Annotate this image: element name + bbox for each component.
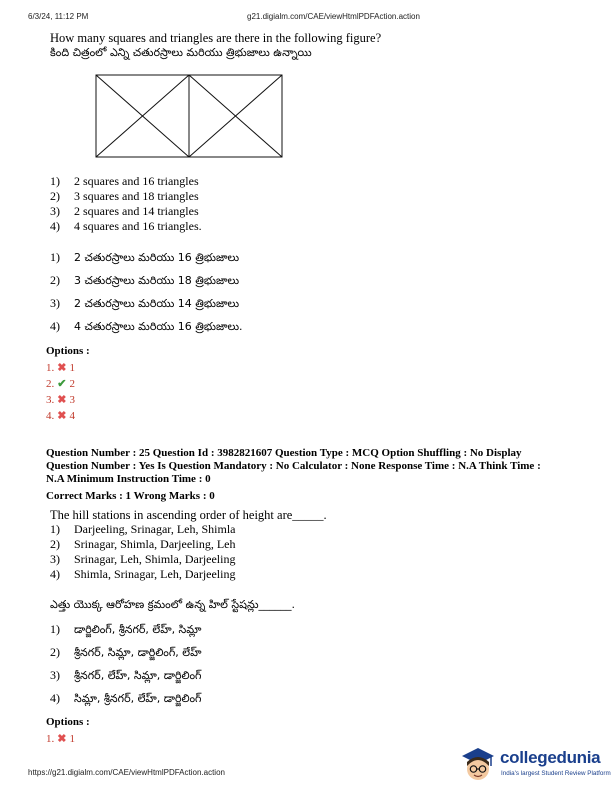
print-datetime: 6/3/24, 11:12 PM <box>28 12 89 21</box>
q24-question-te: కింది చిత్రంలో ఎన్ని చతురస్రాలు మరియు త్రిభుజాలు ఉన్నాయి <box>50 46 312 59</box>
choice-row: 1. ✖ 1 <box>46 733 75 745</box>
option-row: 3) శ్రీనగర్, లేహ్, సిమ్లా, డార్జిలింగ్ <box>50 668 202 682</box>
option-row: 1) 2 squares and 16 triangles <box>50 174 199 188</box>
option-row: 4) 4 చతురస్రాలు మరియు 16 త్రిభుజాలు. <box>50 319 243 333</box>
q24-choices <box>46 360 75 424</box>
q24-options-label: Options : <box>46 345 90 357</box>
q25-choices <box>46 731 75 747</box>
q25-meta-line: Question Number : Yes Is Question Mandatory : No Calculator : None Response Time : N.A Think Time : <box>46 460 541 472</box>
option-row: 2) 3 squares and 18 triangles <box>50 189 199 203</box>
check-icon: ✔ <box>57 378 67 390</box>
q24-options-te <box>50 246 243 338</box>
q25-question-en: The hill stations in ascending order of height are_____. <box>50 508 327 522</box>
q25-options-label: Options : <box>46 716 90 728</box>
choice-row: 3. ✖ 3 <box>46 394 75 406</box>
choice-row: 4. ✖ 4 <box>46 410 75 422</box>
q25-options-en <box>50 522 235 582</box>
q25-meta-line: N.A Minimum Instruction Time : 0 <box>46 473 211 485</box>
q24-question-en: How many squares and triangles are there in the following figure? <box>50 31 382 45</box>
q24-figure <box>95 74 285 160</box>
logo-name: collegedunia <box>500 748 601 767</box>
footer-url: https://g21.digialm.com/CAE/viewHtmlPDFAction.action <box>28 768 225 777</box>
option-row: 2) శ్రీనగర్, సిమ్లా, డార్జిలింగ్, లేహ్ <box>50 645 202 659</box>
print-url: g21.digialm.com/CAE/viewHtmlPDFAction.action <box>247 12 420 21</box>
cross-icon: ✖ <box>57 410 67 422</box>
q25-question-te: ఎత్తు యొక్క ఆరోహణ క్రమంలో ఉన్న హిల్ స్టేషన్లు______. <box>50 598 296 611</box>
option-row: 1) Darjeeling, Srinagar, Leh, Shimla <box>50 522 236 536</box>
cross-icon: ✖ <box>57 394 67 406</box>
option-row: 4) సిమ్లా, శ్రీనగర్, లేహ్, డార్జిలింగ్ <box>50 691 202 705</box>
option-row: 2) 3 చతురస్రాలు మరియు 18 త్రిభుజాలు <box>50 273 240 287</box>
q25-marks: Correct Marks : 1 Wrong Marks : 0 <box>46 490 215 502</box>
option-row: 3) Srinagar, Leh, Shimla, Darjeeling <box>50 552 236 566</box>
option-row: 4) 4 squares and 16 triangles. <box>50 219 202 233</box>
cross-icon: ✖ <box>57 362 67 374</box>
option-row: 4) Shimla, Srinagar, Leh, Darjeeling <box>50 567 236 581</box>
mascot-icon <box>458 744 498 784</box>
q25-options-te <box>50 618 201 710</box>
logo-tagline: India's largest Student Review Platform <box>501 770 611 777</box>
option-row: 3) 2 squares and 14 triangles <box>50 204 199 218</box>
option-row: 2) Srinagar, Shimla, Darjeeling, Leh <box>50 537 236 551</box>
option-row: 1) 2 చతురస్రాలు మరియు 16 త్రిభుజాలు <box>50 250 240 264</box>
choice-row: 2. ✔ 2 <box>46 378 75 390</box>
q25-meta-line: Question Number : 25 Question Id : 3982821607 Question Type : MCQ Option Shuffling : No Display <box>46 447 522 459</box>
choice-row: 1. ✖ 1 <box>46 362 75 374</box>
collegedunia-logo <box>458 742 611 786</box>
q25-meta <box>46 447 576 486</box>
option-row: 3) 2 చతురస్రాలు మరియు 14 త్రిభుజాలు <box>50 296 240 310</box>
q24-options-en <box>50 174 202 234</box>
option-row: 1) డార్జిలింగ్, శ్రీనగర్, లేహ్, సిమ్లా <box>50 622 202 636</box>
cross-icon: ✖ <box>57 733 67 745</box>
